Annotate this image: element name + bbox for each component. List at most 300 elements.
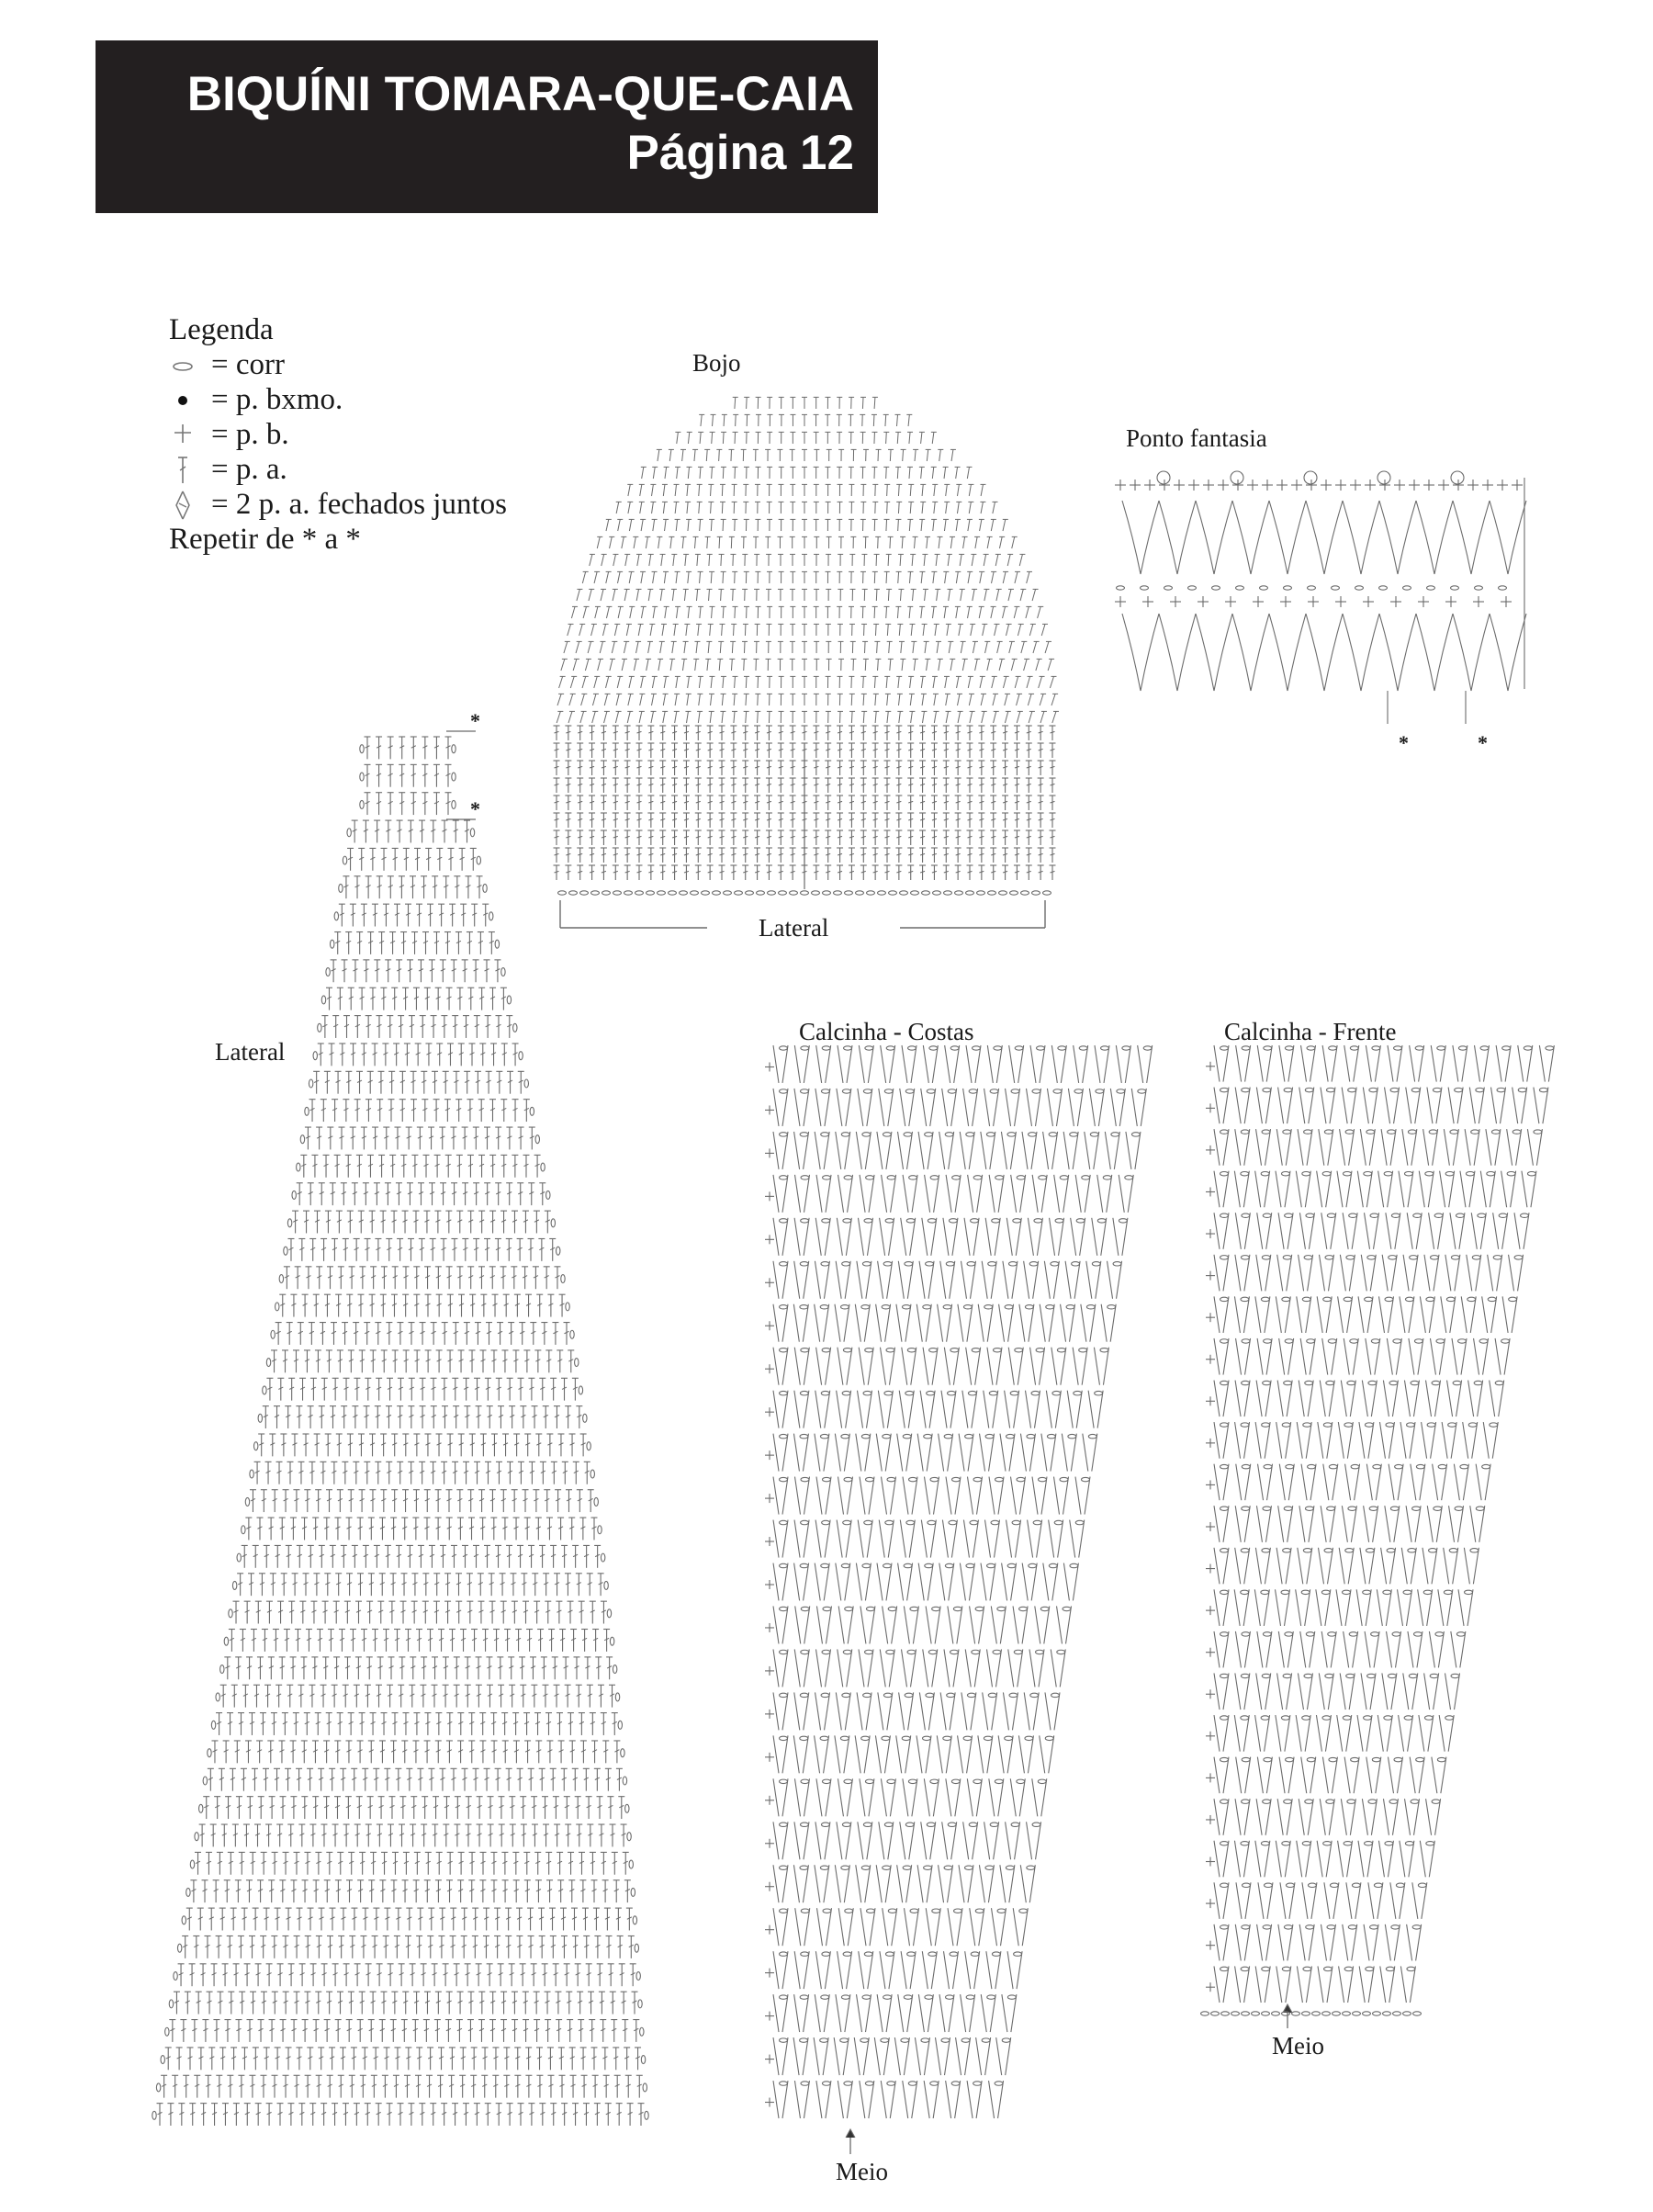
chain-stitch — [1482, 1464, 1490, 1468]
chain-stitch — [780, 1046, 788, 1050]
v-stitch — [773, 1735, 788, 1773]
v-stitch — [1427, 1088, 1442, 1124]
v-stitch — [883, 1908, 897, 1946]
v-stitch — [1358, 1296, 1373, 1333]
chain-stitch — [864, 1520, 872, 1524]
chain-stitch — [1323, 1423, 1332, 1427]
v-stitch — [1256, 1255, 1271, 1292]
chain-stitch — [1369, 1507, 1378, 1510]
v-stitch — [942, 1520, 957, 1558]
chain-stitch — [1095, 1391, 1103, 1394]
v-stitch — [1390, 1882, 1405, 1919]
v-stitch — [939, 1563, 954, 1601]
chain-stitch — [1241, 1297, 1249, 1301]
v-stitch — [946, 2081, 961, 2118]
chain-stitch — [1412, 1507, 1421, 1510]
chain-stitch — [1007, 1133, 1016, 1136]
chain-stitch — [161, 2056, 164, 2064]
v-stitch — [898, 1261, 913, 1299]
v-stitch — [1279, 1338, 1294, 1375]
chain-stitch — [1351, 1757, 1359, 1761]
v-stitch — [1236, 1757, 1251, 1794]
v-stitch — [1214, 1966, 1229, 2003]
chain-stitch — [948, 1391, 956, 1394]
chain-stitch — [590, 1470, 594, 1478]
bojo-base-chain — [779, 891, 787, 895]
chain-stitch — [985, 1434, 994, 1438]
chain-stitch — [477, 856, 480, 864]
chain-stitch — [1111, 1133, 1119, 1136]
v-stitch — [1051, 1348, 1066, 1385]
chain-stitch — [989, 1391, 997, 1394]
v-stitch — [1433, 1464, 1447, 1501]
chain-stitch — [1308, 586, 1316, 590]
v-stitch — [856, 1434, 871, 1472]
chain-stitch — [973, 1477, 982, 1481]
chain-stitch — [1430, 1674, 1438, 1677]
chain-stitch — [888, 1607, 896, 1610]
frente-base-chain — [1413, 2012, 1422, 2015]
v-stitch — [902, 1045, 916, 1083]
v-stitch — [1317, 1841, 1332, 1878]
fan-stitch — [1269, 501, 1306, 574]
v-stitch — [946, 1477, 961, 1515]
v-stitch — [773, 2037, 788, 2075]
chain-stitch — [623, 1777, 626, 1785]
chain-stitch — [216, 1693, 219, 1701]
v-stitch — [1278, 1506, 1293, 1542]
chain-stitch — [861, 1305, 870, 1309]
v-stitch — [1378, 1296, 1393, 1333]
chain-stitch — [1404, 1716, 1412, 1720]
chain-stitch — [885, 1219, 894, 1223]
chain-stitch — [1011, 1089, 1019, 1093]
v-stitch — [1040, 1735, 1054, 1773]
v-stitch — [838, 1649, 852, 1687]
chain-stitch — [1386, 1423, 1394, 1427]
chain-stitch — [1125, 1176, 1133, 1179]
chain-stitch — [1306, 1925, 1314, 1929]
chain-stitch — [1305, 1507, 1313, 1510]
v-stitch — [1317, 1171, 1332, 1208]
chain-stitch — [1308, 1883, 1316, 1887]
chain-stitch — [1031, 1391, 1040, 1394]
v-stitch — [1386, 1213, 1400, 1249]
chain-stitch — [944, 1434, 952, 1438]
chain-stitch — [780, 1779, 788, 1783]
frente-base-chain — [1201, 2012, 1209, 2015]
bojo-base-chain — [790, 891, 798, 895]
chain-stitch — [941, 2038, 950, 2042]
chain-stitch — [1008, 1262, 1017, 1266]
v-stitch — [1339, 1966, 1354, 2003]
chain-stitch — [1284, 1507, 1292, 1510]
chain-stitch — [1281, 1716, 1289, 1720]
chain-stitch — [973, 1176, 982, 1179]
chain-stitch — [821, 1133, 829, 1136]
chain-stitch — [507, 996, 511, 1004]
v-stitch — [1420, 1841, 1434, 1878]
v-stitch — [1054, 1175, 1069, 1213]
chain-stitch — [843, 1650, 851, 1653]
bojo-lateral-label: Lateral — [759, 914, 829, 942]
chain-stitch — [566, 1303, 569, 1311]
v-stitch — [1410, 1757, 1424, 1794]
chain-stitch — [1322, 1716, 1331, 1720]
v-stitch — [959, 1865, 973, 1902]
chain-stitch — [495, 940, 499, 948]
chain-stitch — [864, 1219, 872, 1223]
chain-stitch — [1438, 1464, 1446, 1468]
v-stitch — [1003, 1692, 1018, 1730]
v-stitch — [1410, 1045, 1424, 1082]
chain-stitch — [905, 1391, 914, 1394]
v-stitch — [1319, 1673, 1333, 1710]
chain-stitch — [801, 1219, 809, 1223]
chain-stitch — [1497, 1088, 1505, 1091]
chain-stitch — [1220, 1213, 1229, 1217]
v-stitch — [858, 1822, 872, 1859]
v-stitch — [899, 1391, 914, 1428]
bojo-title: Bojo — [692, 349, 741, 377]
v-stitch — [1277, 1673, 1292, 1710]
v-stitch — [815, 1951, 830, 1989]
chain-stitch — [266, 1359, 270, 1367]
chain-stitch — [318, 1023, 321, 1032]
v-stitch — [838, 1951, 852, 1989]
chain-stitch — [800, 1305, 808, 1309]
chain-stitch — [865, 1046, 873, 1050]
chain-stitch — [636, 1972, 640, 1981]
chain-stitch — [966, 1133, 974, 1136]
chain-stitch — [1304, 1674, 1312, 1677]
v-stitch — [1005, 1391, 1019, 1428]
v-stitch — [1256, 1673, 1271, 1710]
v-stitch — [1359, 1422, 1374, 1459]
v-stitch — [922, 1218, 937, 1256]
frente-base-chain — [1262, 2012, 1270, 2015]
chain-stitch — [993, 1349, 1001, 1352]
v-stitch — [1071, 1218, 1085, 1256]
chain-stitch — [1384, 1716, 1392, 1720]
chain-stitch — [1302, 1842, 1310, 1845]
calcinha-frente-title: Calcinha - Frente — [1224, 1018, 1397, 1045]
v-stitch — [883, 1606, 897, 1643]
v-stitch — [1235, 1924, 1250, 1961]
v-stitch — [878, 1261, 893, 1299]
chain-stitch — [1366, 1130, 1375, 1134]
chain-stitch — [1108, 1305, 1116, 1309]
chain-stitch — [865, 1650, 873, 1653]
v-stitch — [984, 1089, 999, 1126]
chain-stitch — [1393, 1339, 1401, 1343]
chain-stitch — [1403, 586, 1411, 590]
chain-stitch — [821, 1563, 829, 1567]
v-stitch — [937, 1735, 951, 1773]
chain-stitch — [1138, 1089, 1146, 1093]
chain-stitch — [1408, 1130, 1416, 1134]
v-stitch — [1475, 1045, 1490, 1082]
chain-stitch — [1324, 1967, 1333, 1970]
chain-stitch — [840, 1305, 849, 1309]
v-stitch — [1365, 1213, 1379, 1249]
bojo-base-chain — [823, 891, 831, 895]
chain-stitch — [557, 1247, 560, 1255]
v-stitch — [1086, 1261, 1101, 1299]
v-stitch — [917, 1434, 932, 1472]
v-stitch — [1424, 1673, 1439, 1710]
frente-base-chain — [1353, 2012, 1361, 2015]
v-stitch — [794, 1045, 809, 1083]
v-stitch — [1236, 1338, 1251, 1375]
chain-stitch — [800, 1693, 808, 1697]
chain-stitch — [1242, 1464, 1250, 1468]
chain-stitch — [1241, 1423, 1249, 1427]
v-stitch — [794, 1778, 809, 1816]
v-stitch — [1297, 1966, 1311, 2003]
v-stitch — [794, 1218, 809, 1256]
bojo-base-chain — [1021, 891, 1029, 895]
fan-stitch — [1306, 501, 1343, 574]
v-stitch — [1041, 1434, 1056, 1472]
chain-stitch — [1014, 1952, 1022, 1956]
chain-stitch — [1426, 1297, 1434, 1301]
picot-cluster — [1157, 471, 1170, 484]
v-stitch — [1539, 1045, 1554, 1082]
chain-stitch — [990, 1823, 998, 1826]
chain-stitch — [884, 1089, 893, 1093]
chain-stitch — [951, 2082, 960, 2085]
v-stitch — [1378, 1715, 1392, 1752]
v-stitch — [1054, 1477, 1069, 1515]
v-stitch — [936, 2037, 950, 2075]
v-stitch — [903, 2081, 917, 2118]
chain-stitch — [1010, 1391, 1018, 1394]
v-stitch — [1482, 1296, 1497, 1333]
v-stitch — [919, 1692, 934, 1730]
chain-stitch — [997, 1909, 1006, 1913]
chain-stitch — [1090, 1133, 1098, 1136]
chain-stitch — [1391, 1213, 1400, 1217]
v-stitch — [860, 1477, 874, 1515]
chain-stitch — [1220, 1507, 1229, 1510]
v-stitch — [1008, 1348, 1023, 1385]
chain-stitch — [950, 1952, 958, 1956]
chain-stitch — [347, 829, 351, 837]
chain-stitch — [780, 1262, 788, 1266]
chain-stitch — [1070, 1563, 1078, 1567]
v-stitch — [943, 1218, 958, 1256]
chain-stitch — [1241, 1130, 1249, 1134]
chain-stitch — [613, 1665, 616, 1674]
chain-stitch — [865, 2082, 873, 2085]
v-stitch — [964, 1218, 979, 1256]
v-stitch — [1013, 1908, 1028, 1946]
chain-stitch — [1009, 1693, 1018, 1697]
v-stitch — [1432, 1757, 1446, 1794]
v-stitch — [1377, 1589, 1391, 1626]
v-stitch — [898, 1132, 913, 1169]
chain-stitch — [928, 1520, 936, 1524]
chain-stitch — [840, 2038, 849, 2042]
v-stitch — [1316, 1715, 1331, 1752]
v-stitch — [815, 1692, 830, 1730]
v-stitch — [960, 1132, 974, 1169]
v-stitch — [1278, 1631, 1293, 1668]
v-stitch — [1063, 1132, 1078, 1169]
chain-stitch — [841, 1866, 849, 1869]
chain-stitch — [229, 1609, 232, 1618]
v-stitch — [1318, 1422, 1333, 1459]
chain-stitch — [800, 1089, 808, 1093]
chain-stitch — [842, 1262, 850, 1266]
v-stitch — [1340, 1129, 1355, 1166]
chain-stitch — [800, 1823, 808, 1826]
chain-stitch — [1005, 1736, 1013, 1740]
v-stitch — [1406, 1088, 1421, 1124]
chain-stitch — [1060, 1176, 1068, 1179]
v-stitch — [1341, 1799, 1355, 1835]
chain-stitch — [1054, 1520, 1063, 1524]
chain-stitch — [1434, 1213, 1443, 1217]
chain-stitch — [969, 1089, 977, 1093]
chain-stitch — [1346, 1674, 1355, 1677]
v-stitch — [917, 1865, 932, 1902]
chain-stitch — [1282, 1842, 1290, 1845]
v-stitch — [1002, 1563, 1017, 1601]
v-stitch — [1380, 1966, 1395, 2003]
v-stitch — [876, 1865, 891, 1902]
chain-stitch — [907, 1349, 916, 1352]
v-stitch — [1235, 1213, 1250, 1249]
v-stitch — [978, 1304, 993, 1342]
bojo-base-chain — [713, 891, 721, 895]
v-stitch — [1359, 1966, 1374, 2003]
chain-stitch — [1262, 1549, 1270, 1552]
v-stitch — [1075, 1175, 1090, 1213]
chain-stitch — [1325, 1256, 1333, 1259]
v-stitch — [1344, 1045, 1359, 1082]
v-stitch — [881, 1045, 895, 1083]
chain-stitch — [1241, 1674, 1249, 1677]
chain-stitch — [1242, 1757, 1250, 1761]
v-stitch — [981, 1563, 995, 1601]
v-stitch — [773, 1778, 788, 1816]
v-stitch — [903, 1778, 917, 1816]
chain-stitch — [1387, 1549, 1395, 1552]
chain-stitch — [1212, 586, 1220, 590]
chain-stitch — [1493, 1256, 1501, 1259]
v-stitch — [875, 1735, 890, 1773]
v-stitch — [1381, 1129, 1396, 1166]
chain-stitch — [987, 1563, 995, 1567]
chain-stitch — [1365, 1423, 1373, 1427]
v-stitch — [1279, 1045, 1294, 1082]
chain-stitch — [1429, 1130, 1437, 1134]
chain-stitch — [1012, 1520, 1020, 1524]
chain-stitch — [309, 1079, 312, 1088]
chain-stitch — [1367, 1674, 1376, 1677]
bojo-base-chain — [1010, 891, 1018, 895]
v-stitch — [1299, 1213, 1314, 1249]
chain-stitch — [904, 1563, 912, 1567]
chain-stitch — [991, 1520, 999, 1524]
chain-stitch — [800, 1563, 808, 1567]
chain-stitch — [1074, 1089, 1083, 1093]
chain-stitch — [1323, 1842, 1332, 1845]
v-stitch — [856, 1563, 871, 1601]
v-stitch — [838, 1045, 852, 1083]
v-stitch — [836, 1261, 850, 1299]
chain-stitch — [1403, 1590, 1411, 1594]
v-stitch — [966, 1045, 981, 1083]
v-stitch — [900, 1089, 915, 1126]
chain-stitch — [887, 1779, 895, 1783]
v-stitch — [1342, 1506, 1356, 1542]
chain-stitch — [1370, 1925, 1378, 1929]
v-stitch — [816, 1649, 831, 1687]
chain-stitch — [633, 1916, 636, 1924]
v-stitch — [1256, 1506, 1271, 1542]
v-stitch — [773, 1692, 788, 1730]
chain-stitch — [903, 1434, 911, 1438]
chain-stitch — [627, 1833, 631, 1841]
v-stitch — [1522, 1171, 1536, 1208]
bojo-base-chain — [669, 891, 677, 895]
v-stitch — [793, 1865, 808, 1902]
v-stitch — [1296, 1171, 1310, 1208]
chain-stitch — [331, 940, 334, 948]
chain-stitch — [866, 1477, 874, 1481]
bojo-base-chain — [580, 891, 589, 895]
chain-stitch — [844, 2082, 852, 2085]
chain-stitch — [903, 1866, 911, 1869]
chain-stitch — [844, 1477, 852, 1481]
chain-stitch — [1386, 1967, 1394, 1970]
v-stitch — [859, 1045, 873, 1083]
chain-stitch — [1480, 1046, 1489, 1050]
v-stitch — [1324, 1882, 1339, 1919]
chain-stitch — [801, 1650, 809, 1653]
v-stitch — [1403, 1673, 1418, 1710]
v-stitch — [1002, 1994, 1017, 2032]
v-stitch — [1051, 1649, 1065, 1687]
chain-stitch — [601, 1553, 604, 1562]
chain-stitch — [780, 1133, 788, 1136]
chain-stitch — [1241, 1256, 1249, 1259]
chain-stitch — [1411, 1800, 1419, 1803]
chain-stitch — [930, 1477, 939, 1481]
frente-base-chain — [1322, 2012, 1331, 2015]
fan-stitch — [1306, 614, 1343, 691]
chain-stitch — [988, 1262, 996, 1266]
fan-stitch — [1159, 501, 1196, 574]
v-stitch — [1258, 1464, 1273, 1501]
chain-stitch — [930, 2082, 939, 2085]
chain-stitch — [1220, 1549, 1229, 1552]
v-stitch — [838, 1175, 853, 1213]
chain-stitch — [842, 1823, 850, 1826]
v-stitch — [858, 1391, 872, 1428]
v-stitch — [1065, 1261, 1080, 1299]
chain-stitch — [1220, 1716, 1229, 1720]
v-stitch — [773, 1520, 788, 1558]
v-stitch — [1323, 1464, 1338, 1501]
chain-stitch — [546, 1191, 550, 1199]
v-stitch — [916, 1735, 931, 1773]
v-stitch — [773, 1218, 788, 1256]
v-stitch — [836, 1132, 850, 1169]
